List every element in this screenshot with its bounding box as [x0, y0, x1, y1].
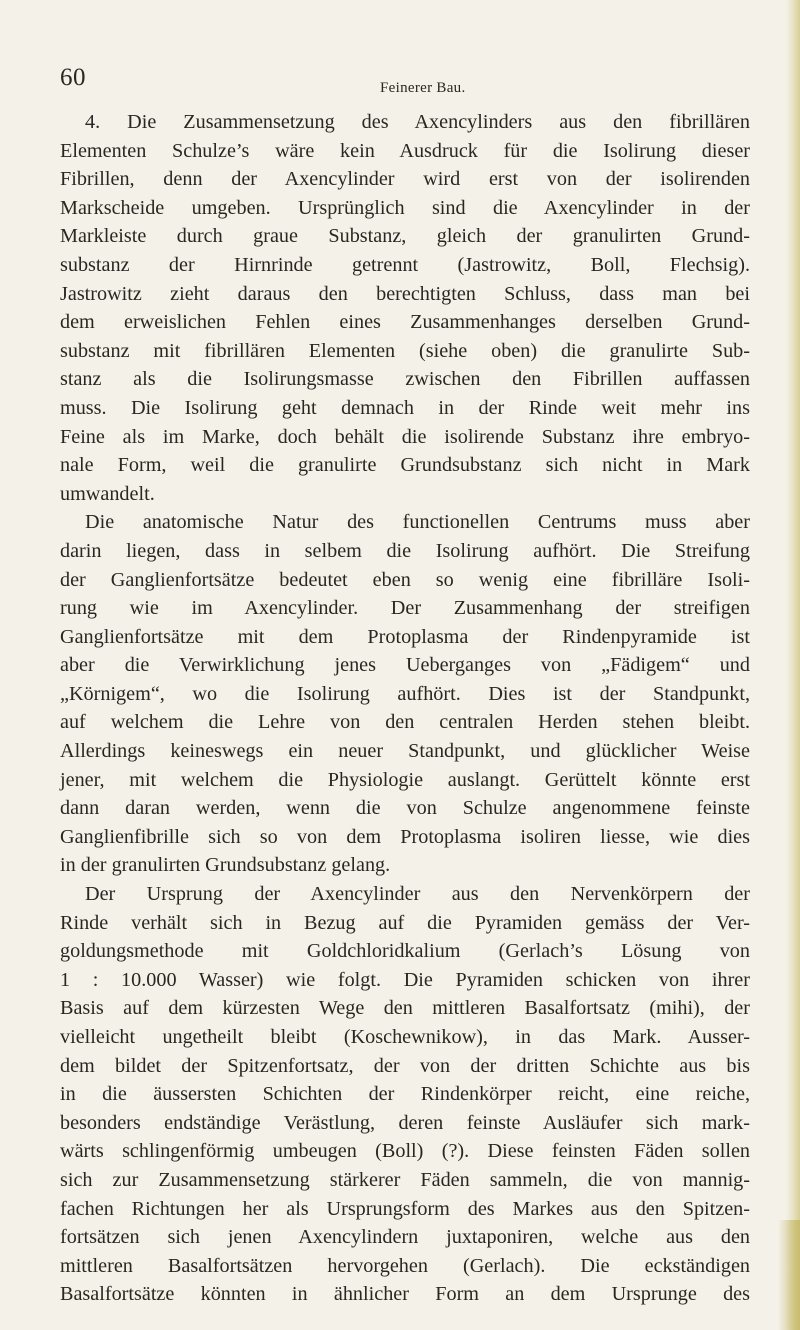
text-line: fachen Richtungen her als Ursprungsform des Markes aus den Spitzen-: [60, 1197, 750, 1220]
text-line: dem erweislichen Fehlen eines Zusammenhanges derselben Grund-: [60, 311, 750, 334]
text-line: stanz als die Isolirungsmasse zwischen den Fibrillen auffassen: [60, 368, 750, 391]
text-line: rung wie im Axencylinder. Der Zusammenhang der streifigen: [60, 597, 750, 620]
text-line: mittleren Basalfortsätzen hervorgehen (Gerlach). Die eckständigen: [60, 1254, 750, 1277]
text-line: fortsätzen sich jenen Axencylindern juxtaponiren, welche aus den: [60, 1226, 750, 1249]
text-line: Ganglienfibrille sich so von dem Protoplasma isoliren liesse, wie dies: [60, 825, 750, 848]
text-line: darin liegen, dass in selbem die Isolirung aufhört. Die Streifung: [60, 539, 750, 562]
text-line: dem bildet der Spitzenfortsatz, der von der dritten Schichte aus bis: [60, 1054, 750, 1077]
text-line: in die äussersten Schichten der Rindenkörper reicht, eine reiche,: [60, 1083, 750, 1106]
text-line: Allerdings keineswegs ein neuer Standpunkt, und glücklicher Weise: [60, 740, 750, 763]
text-line: Basis auf dem kürzesten Wege den mittleren Basalfortsatz (mihi), der: [60, 997, 750, 1020]
text-line: dann daran werden, wenn die von Schulze angenommene feinste: [60, 797, 750, 820]
text-line: aber die Verwirklichung jenes Ueberganges von „Fädigem“ und: [60, 654, 750, 677]
text-line: Fibrillen, denn der Axencylinder wird erst von der isolirenden: [60, 168, 750, 191]
body-text: [60, 108, 750, 1309]
text-line: goldungsmethode mit Goldchloridkalium (Gerlach’s Lösung von: [60, 940, 750, 963]
text-line: substanz mit fibrillären Elementen (siehe oben) die granulirte Sub-: [60, 339, 750, 362]
text-line: Der Ursprung der Axencylinder aus den Nervenkörpern der: [85, 883, 750, 906]
text-line: auf welchem die Lehre von den centralen Herden stehen bleibt.: [60, 711, 750, 734]
text-line: besonders endständige Verästlung, deren feinste Ausläufer sich mark-: [60, 1111, 750, 1134]
text-line: der Ganglienfortsätze bedeutet eben so wenig eine fibrilläre Isoli-: [60, 568, 750, 591]
text-line: 4. Die Zusammensetzung des Axencylinders aus den fibrillären: [85, 111, 750, 133]
text-line: sich zur Zusammensetzung stärkerer Fäden sammeln, die von mannig-: [60, 1168, 750, 1191]
text-line: Markscheide umgeben. Ursprünglich sind die Axencylinder in der: [60, 196, 750, 219]
page-number: 60: [60, 64, 86, 91]
text-line: Elementen Schulze’s wäre kein Ausdruck für die Isolirung dieser: [60, 139, 750, 162]
text-line: 1 : 10.000 Wasser) wie folgt. Die Pyramiden schicken von ihrer: [60, 968, 750, 991]
text-line: Jastrowitz zieht daraus den berechtigten Schluss, dass man bei: [60, 282, 750, 305]
text-line: jener, mit welchem die Physiologie auslangt. Gerüttelt könnte erst: [60, 768, 750, 791]
text-line: Die anatomische Natur des functionellen Centrums muss aber: [85, 511, 750, 534]
page-edge-stain: [778, 1220, 800, 1330]
text-line: substanz der Hirnrinde getrennt (Jastrowitz, Boll, Flechsig).: [60, 253, 750, 276]
page-edge-shadow: [786, 0, 800, 1330]
text-line: Rinde verhält sich in Bezug auf die Pyramiden gemäss der Ver-: [60, 911, 750, 934]
running-head: Feinerer Bau.: [380, 80, 466, 96]
text-line: muss. Die Isolirung geht demnach in der Rinde weit mehr ins: [60, 396, 750, 419]
text-line: nale Form, weil die granulirte Grundsubstanz sich nicht in Mark: [60, 454, 750, 477]
text-line: Feine als im Marke, doch behält die isolirende Substanz ihre embryo-: [60, 425, 750, 448]
text-line: „Körnigem“, wo die Isolirung aufhört. Dies ist der Standpunkt,: [60, 682, 750, 705]
text-line: Ganglienfortsätze mit dem Protoplasma der Rindenpyramide ist: [60, 625, 750, 648]
text-line: wärts schlingenförmig umbeugen (Boll) (?). Diese feinsten Fäden sollen: [60, 1140, 750, 1163]
text-line: umwandelt.: [60, 482, 155, 505]
text-line: in der granulirten Grundsubstanz gelang.: [60, 854, 391, 877]
text-line: Markleiste durch graue Substanz, gleich der granulirten Grund-: [60, 225, 750, 248]
text-line: vielleicht ungetheilt bleibt (Koschewnikow), in das Mark. Ausser-: [60, 1026, 750, 1048]
text-line: Basalfortsätze könnten in ähnlicher Form an dem Ursprunge des: [60, 1283, 750, 1306]
